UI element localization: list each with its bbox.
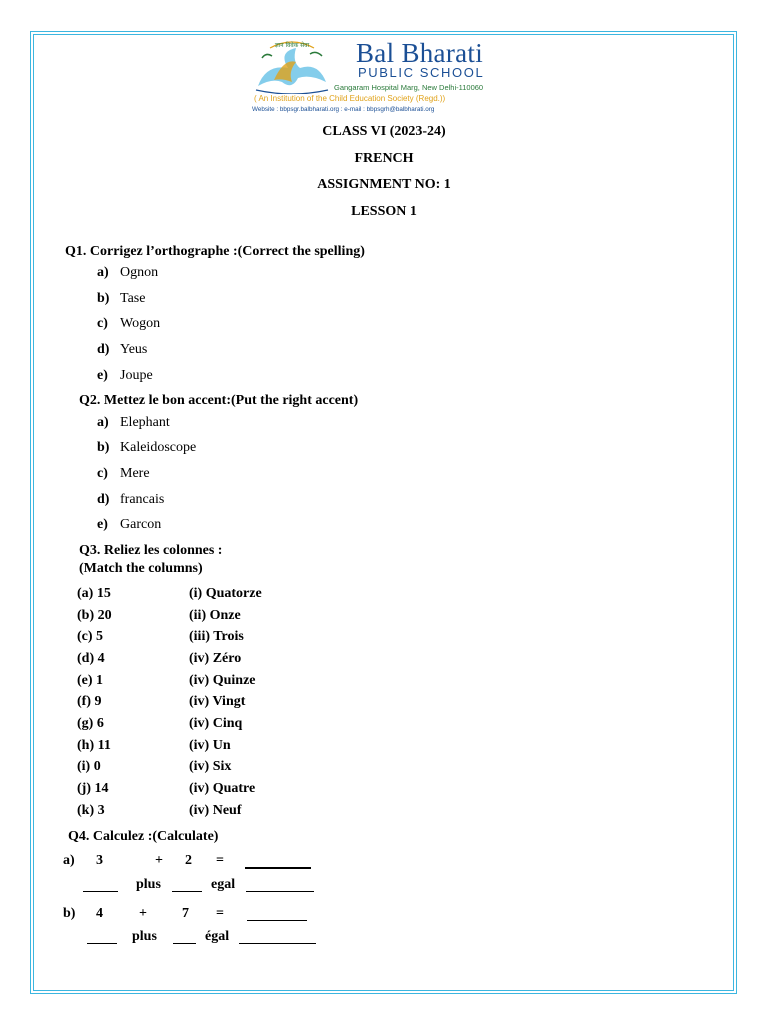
match-right-item: (iv) Quinze [189,673,256,688]
match-right-item: (iv) Cinq [189,716,243,731]
match-right-item: (iv) Six [189,759,232,774]
calc-a-egal-word: egal [211,877,236,892]
q1-item-e [97,368,153,384]
match-left-item: (b) 20 [77,608,112,623]
calc-a-number2: 2 [185,853,192,868]
item-text: Garcon [120,517,162,532]
calc-a-operator: + [155,853,163,868]
calc-b-word-blank-1[interactable] [87,943,117,944]
match-left-item: (h) 11 [77,738,111,753]
match-right-item: (iv) Zéro [189,651,242,666]
item-text: Mere [120,466,150,481]
calc-a-number1: 3 [96,853,103,868]
match-left-item: (i) 0 [77,759,101,774]
calc-a-equals: = [216,853,224,868]
q1-item-d [97,342,147,358]
item-label: a) [97,265,109,280]
emblem-motto: ज्ञान विवेक सेवा [274,42,310,49]
calc-a-word-blank-2[interactable] [172,891,202,892]
match-left-item: (d) 4 [77,651,105,666]
q1-item-c [97,316,160,332]
match-right-item: (iii) Trois [189,629,244,644]
item-text: Kaleidoscope [120,440,197,455]
calc-b-egal-word: égal [205,929,230,944]
match-left-item: (k) 3 [77,803,105,818]
calc-a-answer-blank[interactable] [245,867,311,869]
match-left-item: (e) 1 [77,673,104,688]
item-label: c) [97,466,108,481]
school-subtitle: PUBLIC SCHOOL [358,65,485,80]
item-label: b) [97,291,110,306]
q3-title: Q3. Reliez les colonnes : [79,543,223,558]
item-text: Joupe [120,368,153,383]
calc-b-word-blank-2[interactable] [173,943,196,944]
match-right-item: (iv) Vingt [189,694,246,709]
match-left-item: (g) 6 [77,716,104,731]
calc-b-plus-word: plus [132,929,157,944]
q2-item-b [97,440,196,456]
match-right-item: (iv) Quatre [189,781,256,796]
match-right-item: (iv) Un [189,738,231,753]
item-label: d) [97,342,110,357]
q2-item-d [97,492,164,508]
item-text: francais [120,492,165,507]
calc-b-equals: = [216,906,224,921]
item-label: e) [97,368,108,383]
q1-title: Q1. Corrigez l’orthographe :(Correct the spelling) [65,244,365,259]
subject-title: FRENCH [354,151,414,166]
calc-b-number2: 7 [182,906,189,921]
item-label: b) [97,440,110,455]
calc-a-word-answer-blank[interactable] [246,891,314,892]
calc-b-number1: 4 [96,906,103,921]
match-left-item: (a) 15 [77,586,111,601]
calc-b-operator: + [139,906,147,921]
item-text: Wogon [120,316,161,331]
item-text: Ognon [120,265,159,280]
school-name: Bal Bharati [356,38,484,68]
q1-item-a [97,265,158,281]
q2-item-c [97,466,150,482]
calc-a-plus-word: plus [136,877,161,892]
q4-title: Q4. Calculez :(Calculate) [68,829,219,844]
q2-item-a [97,415,170,431]
calc-a-label: a) [63,853,75,868]
q2-item-e [97,517,161,533]
school-address: Gangaram Hospital Marg, New Delhi-110060 [334,83,484,92]
assignment-title: ASSIGNMENT NO: 1 [317,177,451,192]
school-institution: ( An Institution of the Child Education Society (Regd.)) [254,94,446,103]
calc-b-label: b) [63,906,76,921]
match-right-item: (ii) Onze [189,608,241,623]
calc-b-answer-blank[interactable] [247,920,307,921]
item-text: Elephant [120,415,170,430]
item-text: Tase [120,291,146,306]
lesson-title: LESSON 1 [351,204,417,219]
q3-subtitle: (Match the columns) [79,561,203,576]
item-label: c) [97,316,108,331]
match-left-item: (c) 5 [77,629,104,644]
q1-item-b [97,291,145,307]
match-right-item: (iv) Neuf [189,803,242,818]
item-label: d) [97,492,110,507]
school-emblem-icon [252,38,332,94]
match-left-item: (f) 9 [77,694,102,709]
item-label: a) [97,415,109,430]
calc-b-word-answer-blank[interactable] [239,943,316,944]
class-line: CLASS VI (2023-24) [322,124,446,139]
item-label: e) [97,517,108,532]
item-text: Yeus [120,342,148,357]
match-left-item: (j) 14 [77,781,109,796]
match-right-item: (i) Quatorze [189,586,262,601]
calc-a-word-blank-1[interactable] [83,891,118,892]
school-contact: Website : bbpsgr.balbharati.org : e-mail : bbpsgrh@balbharati.org [252,106,435,113]
school-logo-block [250,38,522,118]
q2-title: Q2. Mettez le bon accent:(Put the right accent) [79,393,359,408]
